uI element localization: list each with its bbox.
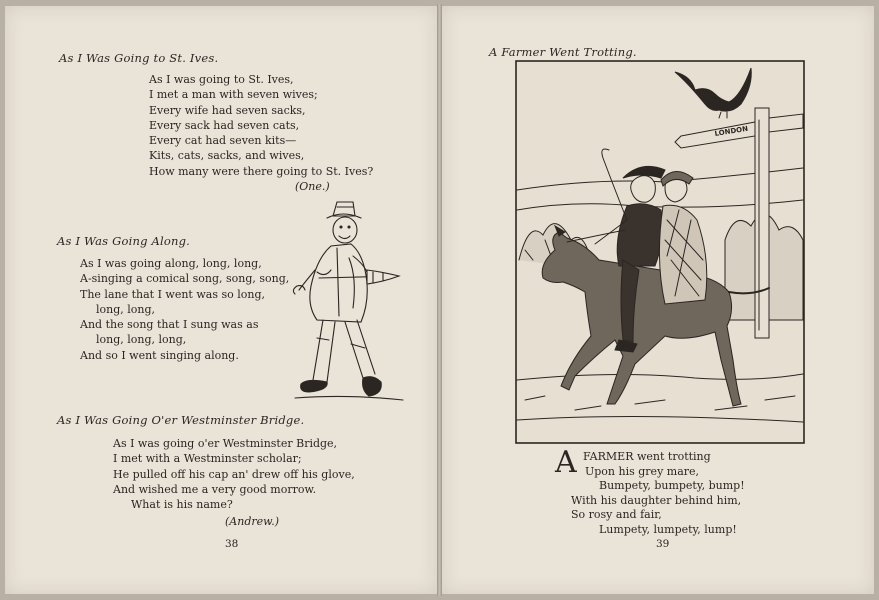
drop-cap: A — [555, 445, 577, 480]
poem-title-st-ives: As I Was Going to St. Ives. — [59, 51, 219, 65]
poem-line: Kits, cats, sacks, and wives, — [149, 149, 305, 163]
poem-line: Lumpety, lumpety, lump! — [599, 522, 737, 536]
poem-line: And so I went singing along. — [80, 348, 239, 362]
riddle-answer-one: (One.) — [295, 180, 330, 193]
poem-line: The lane that I went was so long, — [80, 287, 265, 301]
poem-line: He pulled off his cap an' drew off his glove, — [113, 467, 355, 481]
poem-line: FARMER went trotting — [583, 450, 711, 463]
poem-farmer — [571, 450, 745, 538]
poem-line: long, long, long, — [96, 333, 187, 347]
poem-line: I met with a Westminster scholar; — [113, 452, 302, 466]
farmer-riding-illustration — [515, 60, 805, 444]
poem-line: Every wife had seven sacks, — [149, 103, 306, 117]
right-page — [442, 6, 874, 594]
poem-going-along — [80, 256, 289, 363]
walking-singer-illustration — [287, 198, 407, 408]
page-number-left: 38 — [225, 538, 239, 550]
poem-line: I met a man with seven wives; — [149, 88, 318, 102]
poem-westminster-bridge — [113, 436, 355, 512]
poem-st-ives — [149, 72, 373, 179]
poem-line: long, long, — [96, 302, 156, 316]
poem-line: As I was going to St. Ives, — [149, 73, 294, 86]
poem-line: Upon his grey mare, — [585, 464, 700, 478]
left-page — [5, 6, 437, 594]
poem-line: Every cat had seven kits— — [149, 134, 297, 148]
signpost-label: LONDON — [714, 124, 749, 138]
poem-line: As I was going o'er Westminster Bridge, — [113, 437, 338, 450]
poem-line: And wished me a very good morrow. — [113, 482, 317, 496]
page-number-right: 39 — [656, 538, 670, 550]
poem-title-farmer: A Farmer Went Trotting. — [489, 45, 637, 59]
poem-line: So rosy and fair, — [571, 508, 662, 522]
poem-title-going-along: As I Was Going Along. — [57, 234, 191, 248]
poem-line: Every sack had seven cats, — [149, 118, 300, 132]
poem-line: A-singing a comical song, song, song, — [80, 272, 290, 286]
poem-line: And the song that I sung was as — [80, 318, 259, 332]
poem-line: What is his name? — [131, 498, 233, 512]
poem-line: As I was going along, long, long, — [80, 257, 262, 270]
poem-line: Bumpety, bumpety, bump! — [599, 479, 745, 493]
poem-line: With his daughter behind him, — [571, 493, 742, 507]
poem-title-westminster-bridge: As I Was Going O'er Westminster Bridge. — [57, 413, 305, 427]
riddle-answer-andrew: (Andrew.) — [225, 515, 280, 528]
poem-line: How many were there going to St. Ives? — [149, 164, 374, 178]
